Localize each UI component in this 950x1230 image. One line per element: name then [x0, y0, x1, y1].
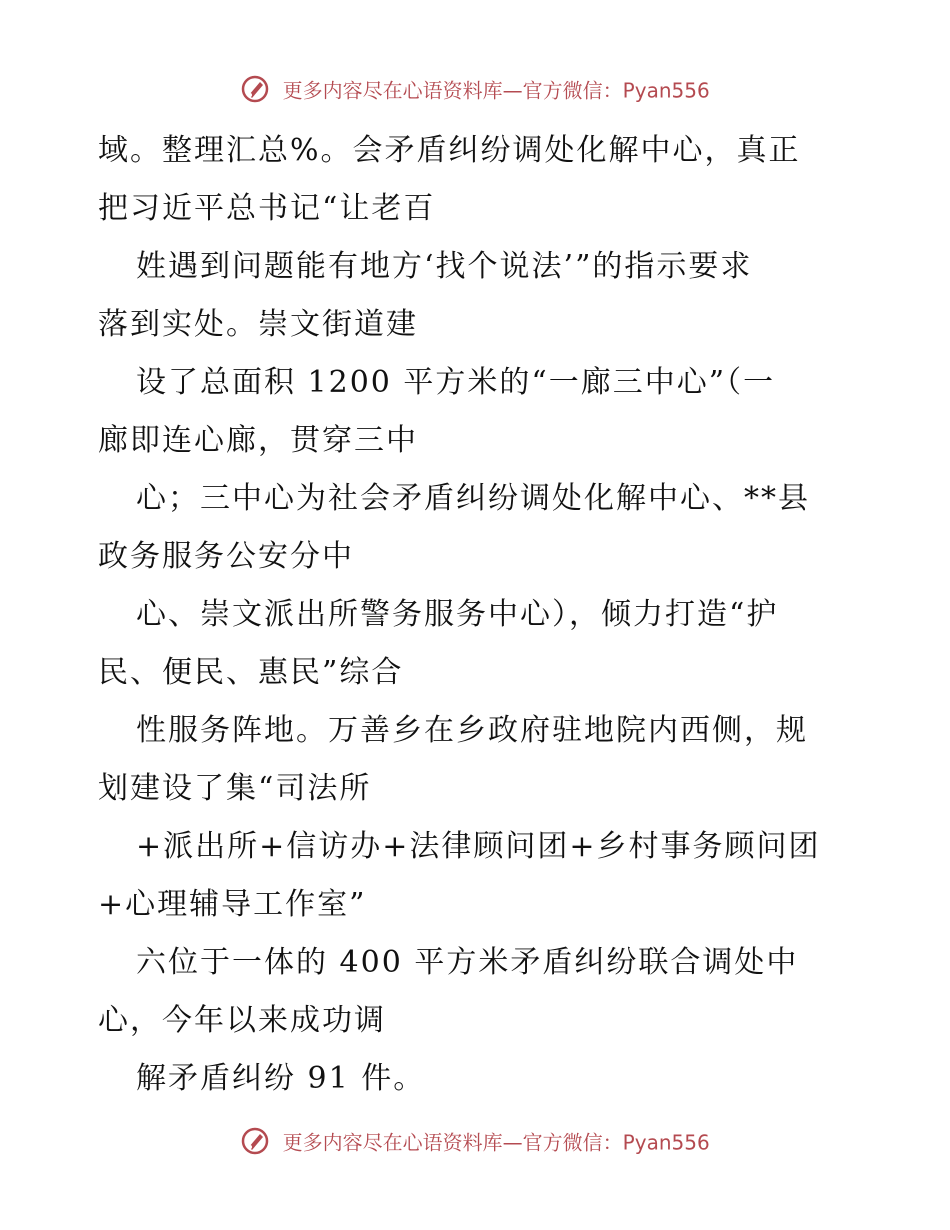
watermark-text: 更多内容尽在心语资料库—官方微信：Pyan556 [282, 1130, 710, 1155]
text-line: 落到实处。崇文街道建 [98, 307, 418, 342]
document-body [98, 122, 858, 1108]
text-line: 解矛盾纠纷 91 件。 [136, 1061, 426, 1096]
text-line: 性服务阵地。万善乡在乡政府驻地院内西侧，规 [136, 713, 808, 748]
text-line: 心，今年以来成功调 [98, 1003, 386, 1038]
header-watermark [0, 74, 950, 104]
pen-logo-icon [240, 1126, 270, 1156]
text-line: 廊即连心廊，贯穿三中 [98, 423, 418, 458]
text-line: 心；三中心为社会矛盾纠纷调处化解中心、**县 [136, 481, 810, 516]
text-line: 政务服务公安分中 [98, 539, 354, 574]
text-line: 把习近平总书记“让老百 [98, 191, 436, 226]
text-line: 域。整理汇总%。会矛盾纠纷调处化解中心，真正 [98, 133, 801, 168]
text-line: +心理辅导工作室” [98, 887, 367, 922]
pen-logo-icon [240, 74, 270, 104]
footer-watermark [0, 1126, 950, 1156]
text-line: 姓遇到问题能有地方‘找个说法’”的指示要求 [136, 249, 753, 284]
text-line: +派出所+信访办+法律顾问团+乡村事务顾问团 [136, 829, 821, 864]
text-line: 设了总面积 1200 平方米的“一廊三中心”（一 [136, 365, 776, 400]
text-line: 六位于一体的 400 平方米矛盾纠纷联合调处中 [136, 945, 799, 980]
watermark-text: 更多内容尽在心语资料库—官方微信：Pyan556 [282, 78, 710, 103]
text-line: 划建设了集“司法所 [98, 771, 372, 806]
text-line: 心、崇文派出所警务服务中心），倾力打造“护 [136, 597, 779, 632]
text-line: 民、便民、惠民”综合 [98, 655, 404, 690]
